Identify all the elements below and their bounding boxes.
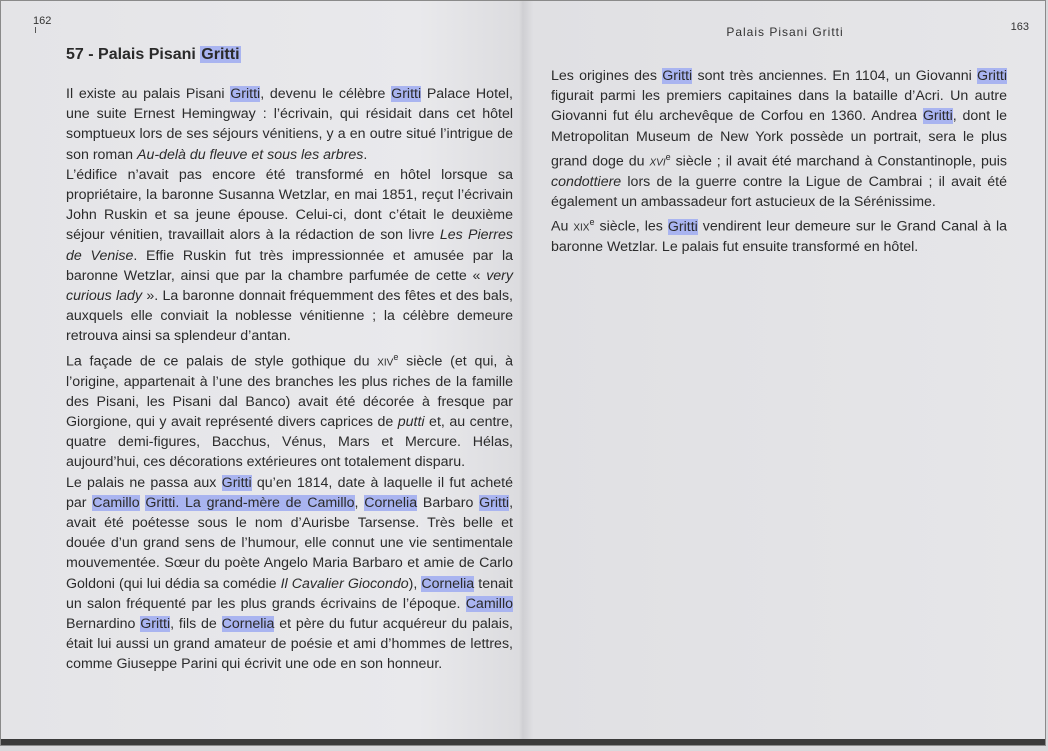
text-run: . Effie Ruskin fut très impressionnée et amusée par la baronne Wetzlar, ainsi que par la chambre parfumée de cette « xyxy=(66,247,513,284)
text-run: ), xyxy=(408,575,422,592)
search-highlight[interactable]: Camillo xyxy=(92,494,140,511)
text-run: siècle (et qui, à l’origine, appartenait à l’une des branches les plus riches de la famille des Pisani, les Pisani dal Banco) avait été décorée à fresque par Giorgione, qui y avait représenté divers caprices de xyxy=(66,353,513,430)
search-highlight[interactable]: Gritti xyxy=(662,68,693,84)
text-run: xix xyxy=(573,218,590,235)
text-run: tenait un salon fréquenté par les plus grands écrivains de l’époque. xyxy=(66,575,513,612)
paragraph xyxy=(551,212,1007,257)
text-run: , devenu le célèbre xyxy=(260,86,392,102)
text-run: . xyxy=(363,146,368,163)
text-run: , dont le Metropolitan Museum de New York possède un portrait, sera le plus grand doge du xyxy=(551,108,1007,170)
text-run: siècle, les xyxy=(594,218,668,235)
italic-text: Il Cavalier Giocondo xyxy=(280,575,409,592)
text-run: L’édifice n’avait pas encore été transformé en hôtel lorsque sa propriétaire, la baronne Susanna Wetzlar, en mai 1851, reçut l’écrivain John Ruskin et sa jeune épouse. Celui-ci, dont c’était le deuxième séjour vénitien, travaillait alors à la rédaction de son livre xyxy=(66,166,513,244)
search-highlight[interactable]: Cornelia xyxy=(221,616,275,633)
right-page xyxy=(523,1,1047,741)
search-highlight[interactable]: Gritti xyxy=(667,218,698,235)
search-highlight[interactable]: Gritti xyxy=(140,616,171,633)
search-highlight[interactable]: Cornelia xyxy=(364,494,418,511)
search-highlight[interactable]: Gritti xyxy=(977,68,1007,84)
italic-text: Au-delà du fleuve et sous les arbres xyxy=(136,146,364,163)
text-run: Palace Hotel, une suite Ernest Hemingway : l’écrivain, qui résidait dans cet hôtel somptueux lors de ses séjours vénitiens, y a en outre situé l’intrigue de son roman xyxy=(66,86,513,163)
search-highlight[interactable]: Gritti xyxy=(230,86,261,102)
chapter-title xyxy=(66,46,241,64)
left-page xyxy=(1,1,521,741)
paragraph xyxy=(66,473,513,675)
search-highlight[interactable]: Camillo xyxy=(465,595,513,612)
search-highlight[interactable]: Gritti xyxy=(201,46,240,63)
left-body-text xyxy=(66,84,513,675)
text-run: Bernardino xyxy=(66,616,141,633)
page-number-right: 163 xyxy=(1010,21,1029,33)
paragraph xyxy=(66,84,513,165)
text-run: ». La baronne donnait fréquemment des fêtes et des bals, auxquels elle conviait la noblesse vénitienne ; la célèbre demeure retrouva ainsi sa splendeur d’antan. xyxy=(66,288,513,345)
viewer-bottom-bar xyxy=(1,739,1045,745)
chapter-title-prefix: 57 - Palais Pisani xyxy=(66,46,201,63)
running-head: Palais Pisani Gritti xyxy=(726,25,844,39)
search-highlight[interactable]: Gritti xyxy=(922,108,953,125)
text-run: , fils de xyxy=(170,616,222,633)
text-run: xiv xyxy=(377,353,394,370)
italic-text: Les Pierres de Venise xyxy=(66,227,513,264)
superscript: e xyxy=(393,351,399,362)
page-number-left: 162 xyxy=(33,15,52,27)
text-run: , xyxy=(354,494,365,511)
text-run: Au xyxy=(551,218,574,235)
text-run: Il existe au palais Pisani xyxy=(66,86,231,102)
paragraph xyxy=(551,66,1007,212)
folio-mark xyxy=(35,27,36,33)
superscript: e xyxy=(589,217,595,228)
italic-text: condottiere xyxy=(551,173,622,190)
text-run: lors de la guerre contre la Ligue de Cambrai ; il avait été également un ambassadeur fort astucieux de la Sérénissime. xyxy=(551,173,1007,210)
paragraph xyxy=(66,347,513,473)
italic-text: putti xyxy=(397,413,425,430)
text-run: , avait été poétesse sous le nom d’Aurisbe Tarsense. Très belle et douée d’un grand sens de l’humour, elle connut une vie sentimentale mouvementée. Sœur du poète Angelo Maria Barbaro et amie de Carlo Goldoni (qui lui dédia sa comédie xyxy=(66,494,514,592)
italic-text: xvi xyxy=(649,153,666,170)
text-run: Le palais ne passa aux xyxy=(66,474,222,491)
text-run: et père du futur acquéreur du palais, était lui aussi un grand amateur de poésie et ami d’hommes de lettres, comme Giuseppe Parini qui écrivit une ode en son honneur. xyxy=(66,616,513,673)
text-run: qu’en 1814, date à laquelle il fut acheté par xyxy=(66,474,514,511)
paragraph xyxy=(66,165,513,347)
search-highlight[interactable]: Gritti xyxy=(391,86,422,102)
superscript: e xyxy=(665,151,671,162)
text-run: vendirent leur demeure sur le Grand Canal à la baronne Wetzlar. Le palais fut ensuite transformé en hôtel. xyxy=(551,218,1007,256)
text-run: Barbaro xyxy=(417,494,480,511)
italic-text: very curious lady xyxy=(66,267,513,305)
search-highlight[interactable]: Gritti xyxy=(479,494,510,511)
text-run: et, au centre, quatre demi-figures, Bacchus, Vénus, Mars et Mercure. Hélas, aujourd’hui, ces décorations extérieures ont totalement disparu. xyxy=(66,413,513,471)
text-run: sont très anciennes. En 1104, un Giovanni xyxy=(692,68,978,84)
text-run: La façade de ce palais de style gothique du xyxy=(66,353,378,370)
text-run: Les origines des xyxy=(551,68,663,84)
text-run: figurait parmi les premiers capitaines dans la bataille d’Acri. Un autre Giovanni fut élu archevêque de Corfou en 1360. Andrea xyxy=(551,88,1007,125)
search-highlight[interactable]: Gritti xyxy=(221,474,252,491)
right-body-text xyxy=(551,66,1007,257)
search-highlight[interactable]: Cornelia xyxy=(421,575,475,592)
search-highlight[interactable]: Gritti. La grand-mère de Camillo xyxy=(145,494,355,511)
text-run: siècle ; il avait été marchand à Constantinople, puis xyxy=(670,153,1007,170)
